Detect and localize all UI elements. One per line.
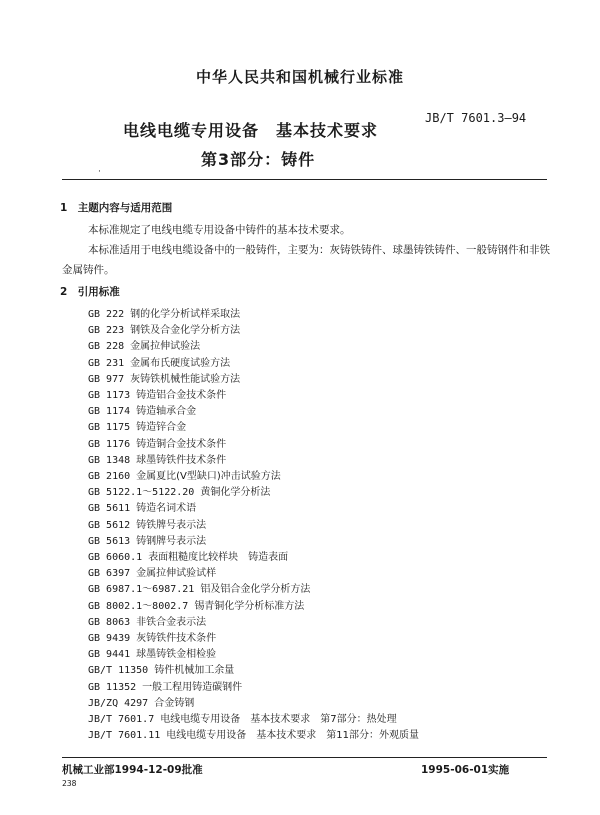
standard-number: JB/T 7601.3—94 [425,111,527,125]
section1-para1: 本标准规定了电线电缆专用设备中铸件的基本技术要求。 [88,224,351,236]
reference-item [88,564,216,579]
reference-item [88,305,240,320]
section1-heading: 1 主题内容与适用范围 [60,202,173,214]
reference-title: 金属拉伸试验试样 [136,568,217,580]
reference-item [88,629,216,644]
standard-category-header: 中华人民共和国机械行业标准 [195,68,404,86]
reference-item [88,694,194,709]
reference-title: 金属布氏硬度试验方法 [130,357,231,369]
stray-mark: · [98,167,101,177]
reference-title: 灰铸铁机械性能试验方法 [130,373,241,385]
reference-title: 黄铜化学分析法 [200,487,271,499]
reference-item [88,661,234,676]
reference-title: 铸造铜合金技术条件 [136,438,227,450]
reference-item [88,354,230,369]
reference-item [88,483,270,498]
reference-item [88,435,226,450]
reference-code: GB/T 11350 [88,665,149,677]
reference-item [88,402,196,417]
reference-title: 金属拉伸试验法 [130,341,201,353]
reference-title: 铸件机械加工余量 [154,665,235,677]
section1-para2-line1: 本标准适用于电线电缆设备中的一般铸件，主要为：灰铸铁铸件、球墨铸铁铸件、一般铸钢件和非铁 [88,244,550,256]
reference-title: 电线电缆专用设备 基本技术要求 第7部分：热处理 [160,714,397,725]
reference-title: 球墨铸铁金相检验 [136,649,217,661]
section2-heading: 2 引用标准 [60,286,120,298]
reference-code: GB 977 [88,373,125,385]
document-title-line2: 第3部分：铸件 [201,150,316,169]
reference-item [88,645,216,660]
document-title-line1: 电线电缆专用设备 基本技术要求 [123,121,379,140]
reference-title: 一般工程用铸造碳钢件 [142,681,243,693]
reference-code: GB 6060.1 [88,552,143,563]
reference-title: 铸造铝合金技术条件 [136,390,227,401]
reference-item [88,386,226,401]
reference-code: GB 1348 [88,454,131,466]
reference-code: GB 1173 [88,390,131,401]
reference-title: 铸造轴承合金 [136,406,197,418]
reference-item [88,337,200,352]
approval-date: 机械工业部1994-12-09批准 [62,764,203,776]
section1-para2-line2: 金属铸件。 [62,264,115,276]
reference-title: 铸钢牌号表示法 [136,535,207,547]
reference-code: GB 5122.1～5122.20 [88,487,195,499]
reference-code: GB 8002.1～8002.7 [88,600,189,612]
reference-code: JB/T 7601.7 [88,714,155,725]
page-number: 238 [62,779,77,788]
reference-code: GB 228 [88,341,125,353]
reference-code: GB 1176 [88,438,131,450]
reference-code: GB 9441 [88,649,131,661]
reference-title: 铝及铝合金化学分析方法 [200,584,311,596]
reference-code: GB 223 [88,325,125,337]
reference-code: GB 2160 [88,471,131,482]
reference-title: 铸造名词术语 [136,503,197,515]
reference-item [88,418,186,433]
reference-title: 钢铁及合金化学分析方法 [130,325,241,337]
reference-code: GB 11352 [88,681,137,693]
reference-code: GB 8063 [88,616,131,628]
reference-code: JB/T 7601.11 [88,730,161,742]
reference-code: GB 6987.1～6987.21 [88,584,195,596]
reference-item [88,467,281,482]
reference-code: GB 231 [88,357,125,369]
reference-item [88,597,304,612]
reference-code: GB 1174 [88,406,131,418]
reference-item [88,451,226,466]
reference-title: 非铁合金表示法 [136,616,207,628]
reference-title: 灰铸铁件技术条件 [136,633,217,644]
reference-item [88,321,240,336]
reference-item [88,499,196,514]
bottom-divider [62,757,547,758]
reference-title: 铸造锌合金 [136,422,187,434]
reference-item [88,613,206,628]
reference-code: GB 5611 [88,503,131,515]
reference-item [88,370,240,385]
reference-code: GB 1175 [88,422,131,434]
reference-code: JB/ZQ 4297 [88,697,149,709]
reference-code: GB 222 [88,309,125,320]
reference-item [88,548,288,563]
reference-title: 铸铁牌号表示法 [136,519,207,531]
reference-title: 合金铸钢 [154,697,195,709]
implementation-date: 1995-06-01实施 [421,764,510,776]
reference-item [88,710,397,725]
reference-title: 锡青铜化学分析标准方法 [194,600,305,612]
top-divider [62,179,547,180]
reference-code: GB 9439 [88,633,131,644]
reference-item [88,726,419,741]
reference-item [88,678,242,693]
reference-code: GB 6397 [88,568,131,580]
reference-title: 钢的化学分析试样采取法 [130,309,241,320]
reference-code: GB 5612 [88,519,131,531]
reference-item [88,516,206,531]
reference-item [88,580,310,595]
reference-title: 金属夏比(V型缺口)冲击试验方法 [136,471,281,482]
reference-title: 电线电缆专用设备 基本技术要求 第11部分：外观质量 [166,730,419,742]
reference-title: 表面粗糙度比较样块 铸造表面 [148,552,289,563]
reference-title: 球墨铸铁件技术条件 [136,454,227,466]
reference-code: GB 5613 [88,535,131,547]
reference-item [88,532,206,547]
